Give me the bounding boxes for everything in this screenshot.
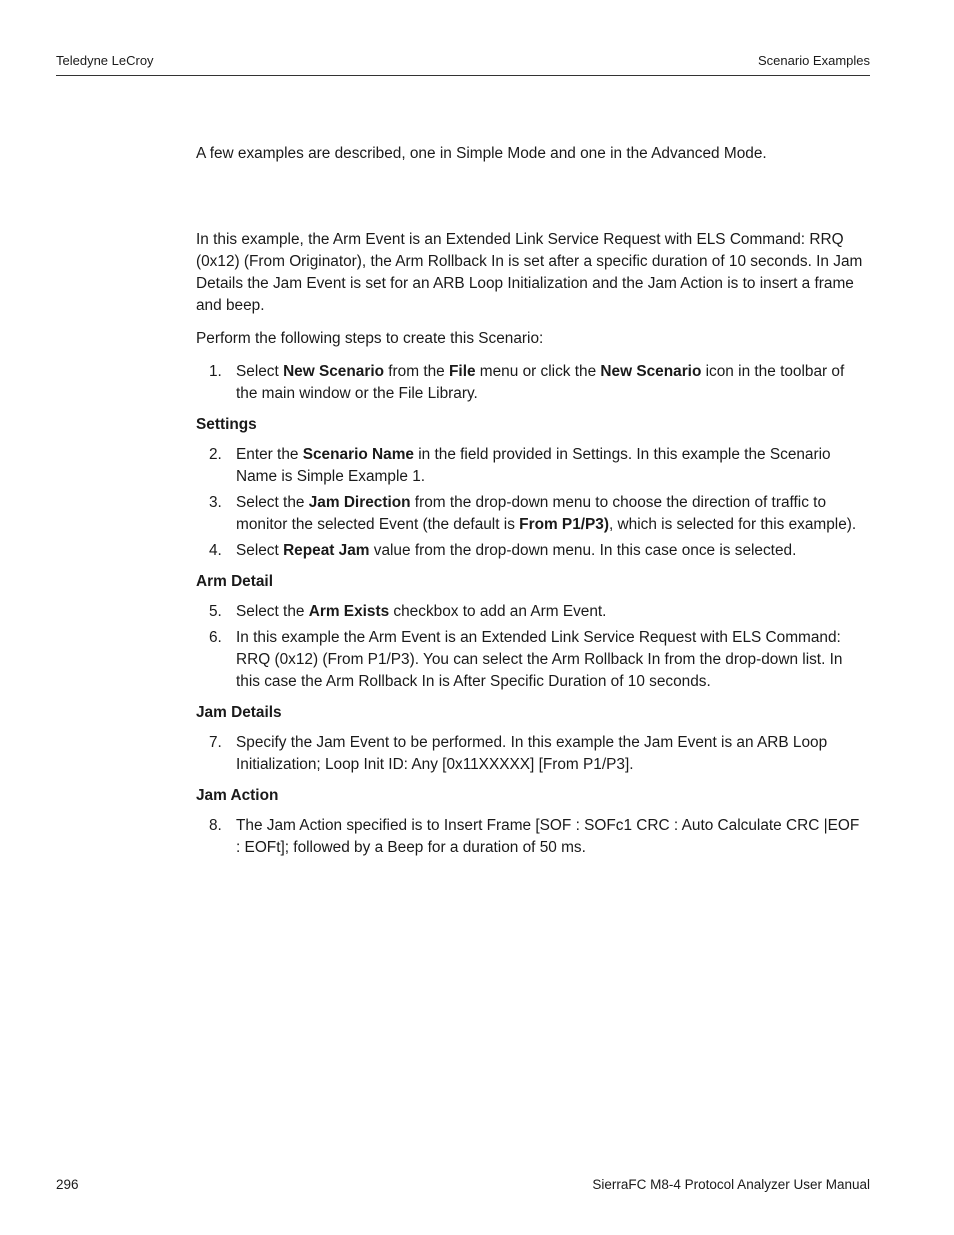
steps-list-settings bbox=[196, 444, 866, 562]
page-header bbox=[56, 53, 870, 76]
step-4: 4. Select Repeat Jam value from the drop-down menu. In this case once is selected. bbox=[196, 540, 866, 562]
header-section-title: Scenario Examples bbox=[758, 53, 870, 68]
step-number: 4. bbox=[209, 542, 222, 559]
step-number: 3. bbox=[209, 494, 222, 511]
intro-section bbox=[196, 143, 866, 165]
steps-list-1 bbox=[196, 361, 866, 405]
settings-heading: Settings bbox=[196, 416, 257, 433]
step-7: 7. Specify the Jam Event to be performed. In this example the Jam Event is an ARB Loop Initialization; Loop Init ID: Any [0x11XXXXX] [From P1/P3]. bbox=[209, 734, 828, 773]
step-number: 8. bbox=[209, 817, 222, 834]
intro-paragraph: A few examples are described, one in Simple Mode and one in the Advanced Mode. bbox=[196, 145, 767, 162]
step-5: 5. Select the Arm Exists checkbox to add an Arm Event. bbox=[196, 601, 866, 623]
step-number: 2. bbox=[209, 446, 222, 463]
step-1: 1. Select New Scenario from the File menu or click the New Scenario icon in the toolbar of the main window or the File Library. bbox=[209, 363, 845, 402]
steps-list-jam-action bbox=[196, 815, 866, 859]
arm-detail-heading: Arm Detail bbox=[196, 573, 273, 590]
page-number: 296 bbox=[56, 1177, 79, 1192]
step-number: 5. bbox=[209, 603, 222, 620]
step-6: 6. In this example the Arm Event is an Extended Link Service Request with ELS Command: RRQ (0x12) (From P1/P3). You can select the Arm Rollback In from the drop-down list. In this case the Arm Rollback In is After Specific Duration of 10 seconds. bbox=[209, 629, 843, 690]
steps-list-arm bbox=[196, 601, 866, 693]
jam-details-heading: Jam Details bbox=[196, 704, 282, 721]
step-number: 7. bbox=[209, 734, 222, 751]
steps-intro: Perform the following steps to create this Scenario: bbox=[196, 330, 544, 347]
example-section bbox=[196, 229, 866, 863]
step-3: 3. Select the Jam Direction from the drop-down menu to choose the direction of traffic to monitor the selected Event (the default is From P1/P3), which is selected for this example). bbox=[209, 494, 857, 533]
step-number: 6. bbox=[209, 629, 222, 646]
steps-list-jam-details bbox=[196, 732, 866, 776]
example-description: In this example, the Arm Event is an Extended Link Service Request with ELS Command: RRQ (0x12) (From Originator), the Arm Rollback In is set after a specific duration of 10 seconds. In Jam Details the Jam Event is set for an ARB Loop Initialization and the Jam Action is to insert a frame and beep. bbox=[196, 231, 863, 314]
header-company: Teledyne LeCroy bbox=[56, 53, 154, 68]
jam-action-heading: Jam Action bbox=[196, 787, 279, 804]
manual-title: SierraFC M8-4 Protocol Analyzer User Manual bbox=[592, 1177, 870, 1192]
step-8: 8. The Jam Action specified is to Insert Frame [SOF : SOFc1 CRC : Auto Calculate CRC |EOF : EOFt]; followed by a Beep for a duration of 50 ms. bbox=[209, 817, 860, 856]
step-number: 1. bbox=[209, 363, 222, 380]
step-2: 2. Enter the Scenario Name in the field provided in Settings. In this example the Scenario Name is Simple Example 1. bbox=[209, 446, 831, 485]
